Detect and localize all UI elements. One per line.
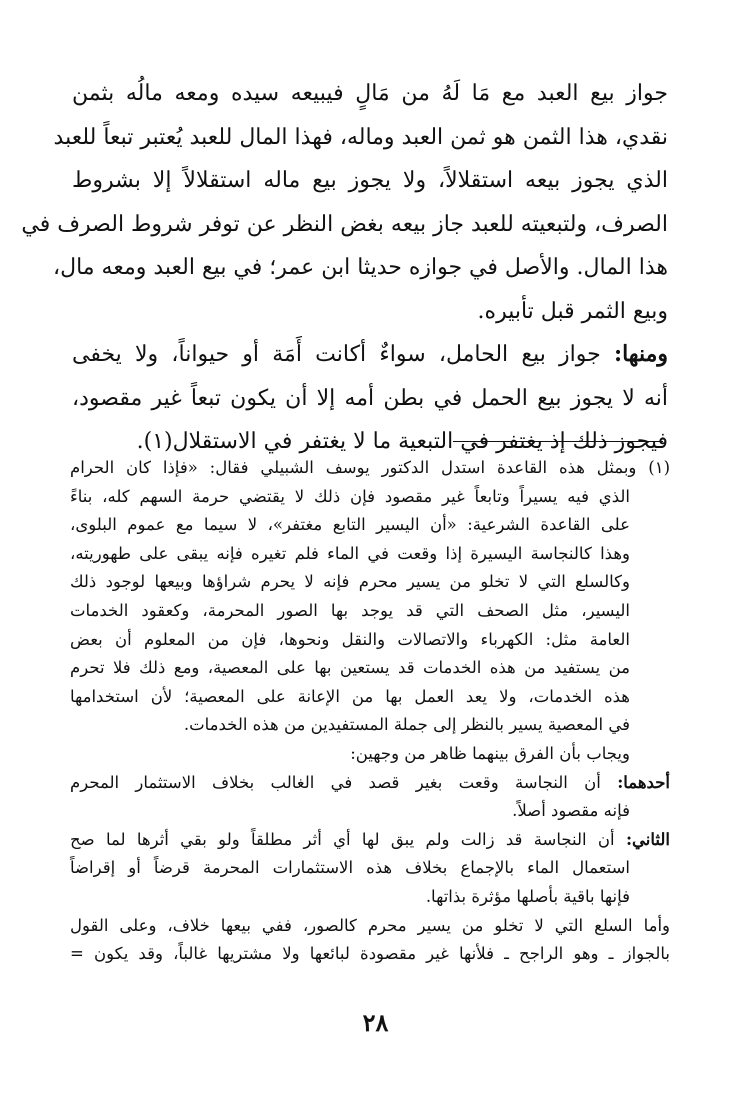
footnote-line: (١) وبمثل هذه القاعدة استدل الدكتور يوسف الشبيلي فقال: «فإذا كان الحرام bbox=[70, 458, 670, 477]
footnote-lead: الثاني: bbox=[625, 829, 670, 849]
footnote-line: اليسير، مثل الصحف التي قد يوجد بها الصور المحرمة، وكعقود الخدمات bbox=[70, 600, 630, 620]
footnote-line: بالجواز ـ وهو الراجح ـ فلأنها غير مقصودة لبائعها ولا مشتريها غالباً، وقد يكون = bbox=[70, 944, 670, 964]
footnote-line: من يستفيد من هذه الخدمات قد يستعين بها على المعصية، ومع ذلك فلا تحرم bbox=[70, 658, 630, 678]
footnote-lead: أحدهما: bbox=[617, 772, 670, 792]
text-line: فيجوز ذلك إذ يغتفر في التبعية ما لا يغتفر في الاستقلال(١). bbox=[136, 429, 668, 454]
page-number: ٢٨ bbox=[362, 1008, 389, 1037]
footnote-line: العامة مثل: الكهرباء والاتصالات والنقل ونحوها، فإن من المعلوم أن بعض bbox=[70, 629, 630, 649]
text-line: الصرف، ولتبعيته للعبد جاز بيعه بغض النظر عن توفر شروط الصرف في bbox=[21, 211, 668, 237]
paragraph-1 bbox=[21, 72, 668, 333]
footnote-line: هذه الخدمات، ولا يعد العمل بها من الإعانة على المعصية؛ لأن استخدامها bbox=[70, 686, 630, 706]
footnote-line: وأما السلع التي لا تخلو من يسير محرم كالصور، ففي بيعها خلاف، وعلى القول bbox=[70, 915, 670, 935]
footnotes bbox=[70, 454, 670, 969]
text-line: جواز بيع العبد مع مَا لَهُ من مَالٍ فيبيعه سيده ومعه مالُه بثمن bbox=[72, 81, 668, 106]
main-text bbox=[21, 72, 668, 464]
text-line: أنه لا يجوز بيع الحمل في بطن أمه إلا أن يكون تبعاً غير مقصود، bbox=[72, 385, 668, 411]
footnote-line bbox=[70, 826, 670, 855]
footnote-line: في المعصية يسير بالنظر إلى جملة المستفيدين من هذه الخدمات. bbox=[183, 715, 630, 735]
footnote-separator bbox=[453, 441, 663, 442]
footnote-line: فإنه مقصود أصلاً. bbox=[512, 801, 630, 821]
footnote-line: الذي فيه يسيراً وتابعاً غير مقصود فإن ذلك لا يقتضي حرمة السهم كله، بناءً bbox=[70, 486, 630, 506]
text-line: نقدي، هذا الثمن هو ثمن العبد وماله، فهذا المال للعبد يُعتبر تبعاً للعبد bbox=[53, 124, 668, 150]
footnote-line: على القاعدة الشرعية: «أن اليسير التابع مغتفر»، لا سيما مع عموم البلوى، bbox=[70, 515, 630, 535]
text-run: جواز بيع الحامل، سواءٌ أكانت أَمَة أو حيواناً، ولا يخفى bbox=[72, 342, 614, 367]
text-line: الذي يجوز بيعه استقلالاً، ولا يجوز بيع ماله استقلالاً إلا بشروط bbox=[72, 168, 668, 193]
text-line bbox=[72, 333, 668, 377]
footnote-line bbox=[70, 769, 670, 798]
footnote-line: استعمال الماء بالإجماع بخلاف هذه الاستثمارات المحرمة قرضاً أو إقراضاً bbox=[70, 858, 630, 878]
text-run: أن النجاسة قد زالت ولم يبق لها أي أثر مطلقاً ولو بقي أثرها لما صح bbox=[70, 829, 626, 849]
paragraph-2 bbox=[72, 333, 668, 464]
text-run: أن النجاسة وقعت بغير قصد في الغالب بخلاف الاستثمار المحرم bbox=[70, 772, 618, 792]
footnote-line: وكالسلع التي لا تخلو من يسير محرم فإنه لا يحرم شراؤها وبيعها لوجود ذلك bbox=[70, 572, 630, 592]
text-line: هذا المال. والأصل في جوازه حديثا ابن عمر؛ في بيع العبد ومعه مال، bbox=[52, 255, 668, 280]
text-line: وبيع الثمر قبل تأبيره. bbox=[477, 298, 668, 324]
paragraph-lead: ومنها: bbox=[613, 341, 668, 367]
footnote-line: ويجاب بأن الفرق بينهما ظاهر من وجهين: bbox=[350, 743, 630, 763]
footnote-line: فإنها باقية بأصلها مؤثرة بذاتها. bbox=[425, 886, 630, 906]
footnote-line: وهذا كالنجاسة اليسيرة إذا وقعت في الماء فلم تغيره فإنه يبقى على طهوريته، bbox=[70, 543, 630, 563]
